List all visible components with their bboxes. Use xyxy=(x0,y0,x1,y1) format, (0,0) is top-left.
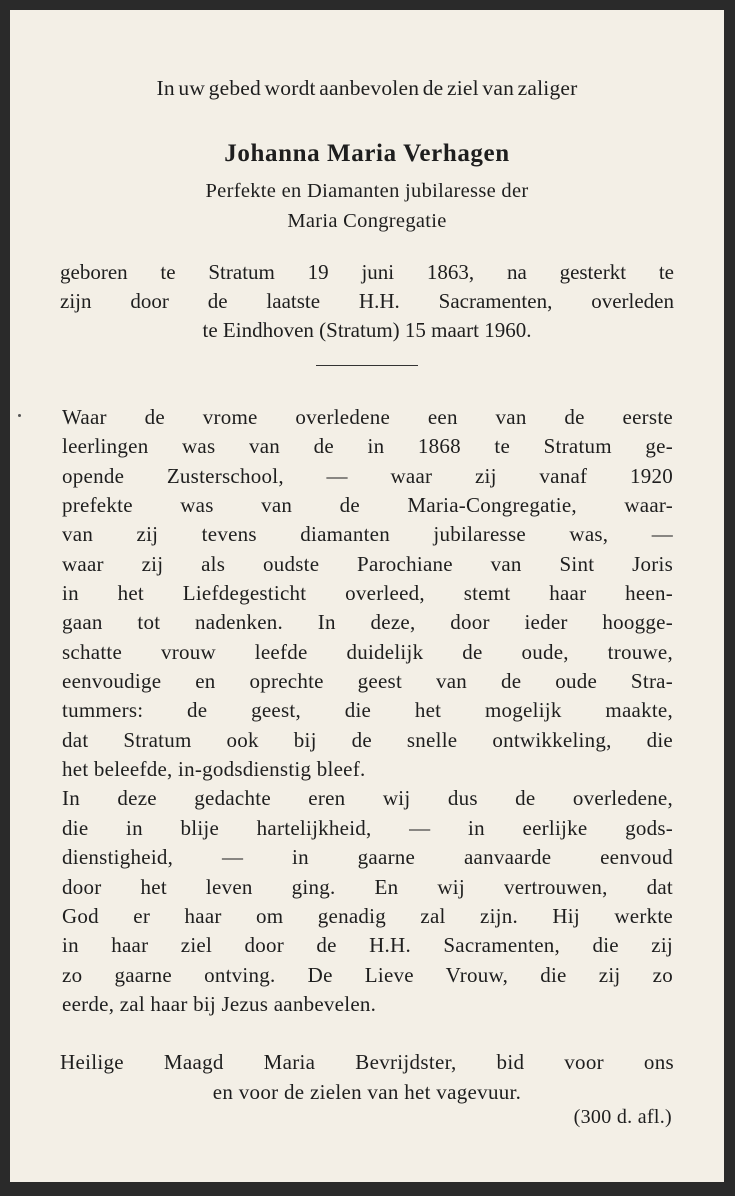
indulgence-note: (300 d. afl.) xyxy=(573,1106,672,1128)
body-line: prefekte was van de Maria-Congregatie, waar- xyxy=(62,493,673,518)
body-line: die in blije hartelijkheid, — in eerlijke gods- xyxy=(62,815,673,840)
divider-rule xyxy=(316,365,418,366)
body-line: eenvoudige en oprechte geest van de oude Stra- xyxy=(62,669,673,694)
body-line: God er haar om genadig zal zijn. Hij werkte xyxy=(62,903,673,928)
body-line: In deze gedachte eren wij dus de overledene, xyxy=(62,786,673,811)
body-line: zo gaarne ontving. De Lieve Vrouw, die zij zo xyxy=(62,962,673,987)
birth-line-1: geboren te Stratum 19 juni 1863, na gesterkt te xyxy=(60,260,674,284)
body-line: dienstigheid, — in gaarne aanvaarde eenvoud xyxy=(62,845,673,870)
subtitle-line-1: Perfekte en Diamanten jubilaresse der xyxy=(205,180,529,202)
subtitle-line-2: Maria Congregatie xyxy=(287,210,447,232)
memorial-card xyxy=(10,10,724,1182)
body-line: waar zij als oudste Parochiane van Sint Joris xyxy=(62,551,673,576)
body-line: in het Liefdegesticht overleed, stemt haar heen- xyxy=(62,581,673,606)
body-line: gaan tot nadenken. In deze, door ieder hoogge- xyxy=(62,610,673,635)
body-line: tummers: de geest, die het mogelijk maakte, xyxy=(62,698,673,723)
paper-speck xyxy=(18,414,21,417)
body-paragraph xyxy=(62,403,673,1019)
body-line: eerde, zal haar bij Jezus aanbevelen. xyxy=(62,991,377,1016)
prayer-line-1: Heilige Maagd Maria Bevrijdster, bid voor ons xyxy=(60,1050,674,1074)
body-line: van zij tevens diamanten jubilaresse was, — xyxy=(62,522,673,547)
deceased-name: Johanna Maria Verhagen xyxy=(224,140,510,167)
body-line: schatte vrouw leefde duidelijk de oude, trouwe, xyxy=(62,639,673,664)
closing-prayer xyxy=(60,1047,674,1107)
body-line: in haar ziel door de H.H. Sacramenten, die zij xyxy=(62,933,673,958)
birth-line-2: zijn door de laatste H.H. Sacramenten, overleden xyxy=(60,289,674,313)
body-line: opende Zusterschool, — waar zij vanaf 1920 xyxy=(62,463,673,488)
body-line: door het leven ging. En wij vertrouwen, dat xyxy=(62,874,673,899)
body-line: leerlingen was van de in 1868 te Stratum ge- xyxy=(62,434,673,459)
body-line: het beleefde, in-godsdienstig bleef. xyxy=(62,757,366,782)
body-line: dat Stratum ook bij de snelle ontwikkeling, die xyxy=(62,727,673,752)
birth-death-paragraph xyxy=(60,258,674,345)
prayer-line-2: en voor de zielen van het vagevuur. xyxy=(212,1080,522,1104)
birth-line-3: te Eindhoven (Stratum) 15 maart 1960. xyxy=(202,318,532,342)
body-line: Waar de vrome overledene een van de eerste xyxy=(62,405,673,429)
intro-line: In uw gebed wordt aanbevolen de ziel van zaliger xyxy=(156,76,578,100)
